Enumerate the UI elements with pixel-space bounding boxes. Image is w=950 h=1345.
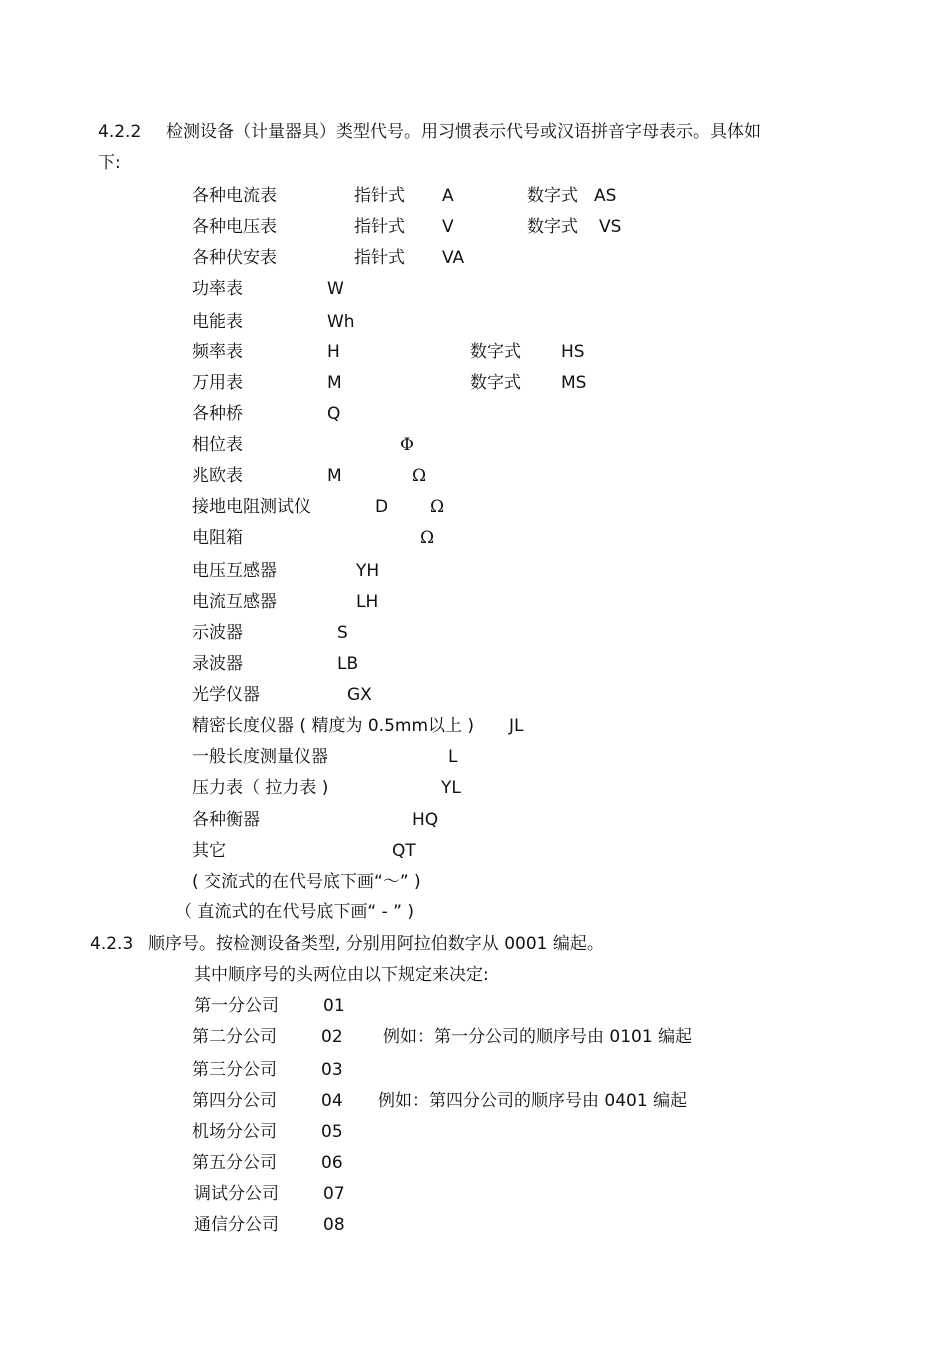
code-name: 兆欧表: [192, 466, 243, 486]
code-name: 万用表: [192, 373, 243, 393]
code-value: Ω: [412, 466, 427, 486]
branch-name: 通信分公司: [194, 1215, 279, 1235]
code-type: 数字式: [470, 342, 521, 362]
code-name: 各种电流表: [192, 186, 277, 206]
branch-name: 第四分公司: [192, 1091, 277, 1111]
code-value: HS: [561, 342, 585, 362]
code-name: 各种桥: [192, 404, 243, 424]
branch-code: 08: [323, 1215, 345, 1235]
code-value: S: [337, 623, 348, 643]
code-value: H: [327, 342, 340, 362]
code-name: 相位表: [192, 435, 243, 455]
branch-code: 04: [321, 1091, 343, 1111]
code-value: Wh: [327, 312, 355, 332]
code-value: L: [448, 747, 458, 767]
code-name: 各种电压表: [192, 217, 277, 237]
code-name: 示波器: [192, 623, 243, 643]
code-value: M: [327, 373, 342, 393]
branch-name: 第二分公司: [192, 1027, 277, 1047]
code-type: 指针式: [354, 248, 405, 268]
code-value: HQ: [412, 810, 439, 830]
code-value: YH: [356, 561, 380, 581]
branch-name: 第三分公司: [192, 1060, 277, 1080]
code-name: 功率表: [192, 279, 243, 299]
code-name: 接地电阻测试仪: [192, 497, 311, 517]
code-value: QT: [392, 841, 416, 861]
code-type: 数字式: [527, 186, 578, 206]
section-422-text-cont: 下:: [98, 153, 121, 173]
branch-code: 07: [323, 1184, 345, 1204]
code-name: 精密长度仪器 ( 精度为 0.5mm以上 ): [192, 716, 475, 736]
branch-name: 调试分公司: [194, 1184, 279, 1204]
code-value: GX: [347, 685, 372, 705]
branch-code: 06: [321, 1153, 343, 1173]
code-value: MS: [561, 373, 587, 393]
code-value: VA: [442, 248, 465, 268]
code-value: W: [327, 279, 344, 299]
code-value: M: [327, 466, 342, 486]
code-name: 各种伏安表: [192, 248, 277, 268]
code-value: A: [442, 186, 454, 206]
section-423-subtext: 其中顺序号的头两位由以下规定来决定:: [194, 965, 489, 985]
branch-name: 第五分公司: [192, 1153, 277, 1173]
code-value: V: [442, 217, 454, 237]
note-dc: （ 直流式的在代号底下画“ - ” ): [175, 902, 414, 922]
branch-name: 机场分公司: [192, 1122, 277, 1142]
code-name: 光学仪器: [192, 685, 260, 705]
branch-example: 例如：第一分公司的顺序号由 0101 编起: [383, 1027, 693, 1047]
code-name: 其它: [192, 841, 226, 861]
branch-code: 05: [321, 1122, 343, 1142]
branch-code: 01: [323, 996, 345, 1016]
code-type: 指针式: [354, 186, 405, 206]
code-value: LB: [337, 654, 359, 674]
code-value: Ω: [420, 528, 435, 548]
code-name: 电流互感器: [192, 592, 277, 612]
branch-name: 第一分公司: [194, 996, 279, 1016]
code-name: 频率表: [192, 342, 243, 362]
code-value: JL: [509, 716, 524, 736]
code-value: LH: [356, 592, 379, 612]
code-name: 各种衡器: [192, 810, 260, 830]
section-423-text: 顺序号。按检测设备类型, 分别用阿拉伯数字从 0001 编起。: [148, 934, 604, 954]
code-type: 指针式: [354, 217, 405, 237]
branch-code: 02: [321, 1027, 343, 1047]
code-type: 数字式: [527, 217, 578, 237]
section-422-number: 4.2.2: [98, 122, 142, 142]
code-name: 电能表: [192, 312, 243, 332]
code-value: Φ: [400, 435, 414, 455]
code-name: 电压互感器: [192, 561, 277, 581]
code-name: 压力表（ 拉力表 ): [192, 778, 329, 798]
code-type: 数字式: [470, 373, 521, 393]
section-423-number: 4.2.3: [90, 934, 134, 954]
branch-example: 例如：第四分公司的顺序号由 0401 编起: [378, 1091, 688, 1111]
code-value: Q: [327, 404, 341, 424]
section-422-text: 检测设备（计量器具）类型代号。用习惯表示代号或汉语拼音字母表示。具体如: [166, 122, 761, 142]
code-value: AS: [594, 186, 617, 206]
branch-code: 03: [321, 1060, 343, 1080]
note-ac: ( 交流式的在代号底下画“～” ): [192, 872, 421, 892]
code-value: Ω: [430, 497, 445, 517]
code-name: 录波器: [192, 654, 243, 674]
code-name: 一般长度测量仪器: [192, 747, 328, 767]
code-value: D: [375, 497, 389, 517]
code-name: 电阻箱: [192, 528, 243, 548]
code-value: VS: [599, 217, 622, 237]
code-value: YL: [441, 778, 461, 798]
